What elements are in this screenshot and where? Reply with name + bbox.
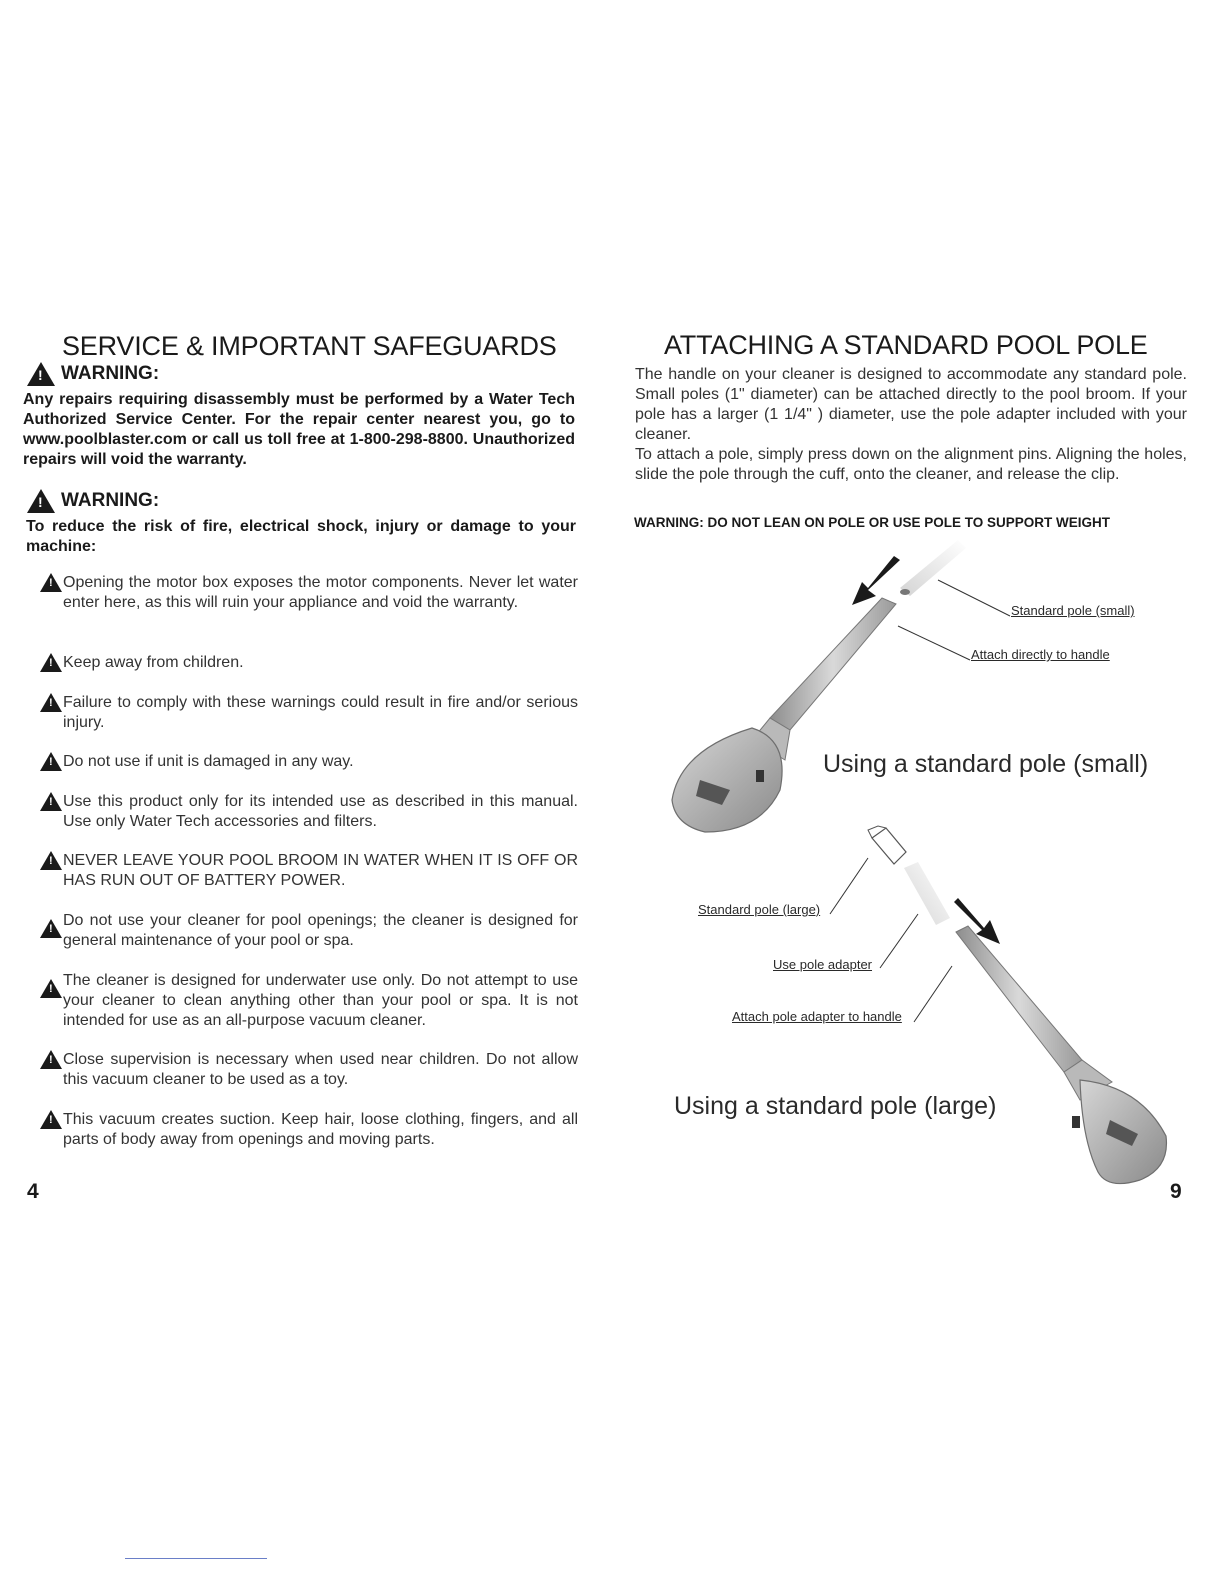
warning-triangle-icon	[40, 573, 62, 592]
safeguard-item-text: NEVER LEAVE YOUR POOL BROOM IN WATER WHEN IT IS OFF OR HAS RUN OUT OF BATTERY POWER.	[63, 852, 578, 889]
safeguard-item-text: Do not use your cleaner for pool openings; the cleaner is designed for general maintenance of your pool or spa.	[63, 912, 578, 949]
pole-warning: WARNING: DO NOT LEAN ON POLE OR USE POLE TO SUPPORT WEIGHT	[634, 515, 1111, 530]
safeguard-item	[40, 911, 578, 951]
safeguard-item-text: Keep away from children.	[63, 654, 244, 671]
warning-triangle-icon	[27, 362, 55, 386]
warning-triangle-icon	[40, 1050, 62, 1069]
warning-label: WARNING:	[61, 363, 160, 384]
warning-triangle-icon	[40, 693, 62, 712]
safeguard-item-text: This vacuum creates suction. Keep hair, loose clothing, fingers, and all parts of body away from openings and moving parts.	[63, 1111, 578, 1148]
safeguard-item	[40, 752, 578, 772]
callout-attach-adapter: Attach pole adapter to handle	[732, 1009, 902, 1024]
warning-triangle-icon	[40, 979, 62, 998]
attach-instructions: To attach a pole, simply press down on the alignment pins. Aligning the holes, slide the pole through the cuff, onto the cleaner, and release the clip.	[635, 446, 1187, 483]
footer-divider	[125, 1558, 267, 1559]
caption-small-pole: Using a standard pole (small)	[823, 750, 1149, 778]
safeguard-item	[40, 653, 578, 673]
warning-label: WARNING:	[61, 490, 160, 511]
safeguard-item	[40, 573, 578, 613]
right-page-title: ATTACHING A STANDARD POOL POLE	[664, 330, 1148, 360]
warning-triangle-icon	[27, 489, 55, 513]
warning-triangle-icon	[40, 792, 62, 811]
safeguard-item	[40, 971, 578, 1031]
safeguard-item	[40, 1050, 578, 1090]
safeguard-item	[40, 693, 578, 733]
safeguard-item	[40, 851, 578, 891]
cleaner-small-pole-figure	[672, 540, 1010, 832]
callout-attach-directly: Attach directly to handle	[971, 647, 1110, 662]
safeguard-item	[40, 792, 578, 832]
warning-1-text: Any repairs requiring disassembly must be performed by a Water Tech Authorized Service Center. For the repair center nearest you, go to www.poolblaster.com or call us toll free at 1-800-298-8800. Unauthorized repairs will void the warranty.	[23, 391, 575, 468]
intro-paragraph: The handle on your cleaner is designed to accommodate any standard pole. Small poles (1" diameter) can be attached directly to the pool broom. If your pole has a larger (1 1/4" ) diameter, use the pole adapter included with your cleaner.	[635, 366, 1187, 443]
callout-standard-pole-large: Standard pole (large)	[698, 902, 821, 917]
left-page-title: SERVICE & IMPORTANT SAFEGUARDS	[62, 331, 557, 361]
page-number-right: 9	[1170, 1180, 1182, 1203]
warning-triangle-icon	[40, 752, 62, 771]
warning-triangle-icon	[40, 653, 62, 672]
safeguard-item-text: Opening the motor box exposes the motor components. Never let water enter here, as this will ruin your appliance and void the warranty.	[63, 574, 578, 611]
cleaner-large-pole-figure	[830, 826, 1166, 1184]
safeguard-item-text: Use this product only for its intended use as described in this manual. Use only Water Tech accessories and filters.	[63, 793, 578, 830]
callout-standard-pole-small: Standard pole (small)	[1011, 603, 1135, 618]
safeguard-item-text: Close supervision is necessary when used near children. Do not allow this vacuum cleaner to be used as a toy.	[63, 1051, 578, 1088]
page-number-left: 4	[27, 1180, 39, 1203]
warning-triangle-icon	[40, 1110, 62, 1129]
warning-2-text: To reduce the risk of fire, electrical shock, injury or damage to your machine:	[26, 518, 576, 555]
safeguard-item-text: The cleaner is designed for underwater use only. Do not attempt to use your cleaner to clean anything other than your pool or spa. It is not intended for use as an all-purpose vacuum cleaner.	[63, 972, 578, 1029]
warning-triangle-icon	[40, 919, 62, 938]
warning-triangle-icon	[40, 851, 62, 870]
safeguard-item	[40, 1110, 578, 1150]
callout-use-pole-adapter: Use pole adapter	[773, 957, 873, 972]
safeguard-item-text: Failure to comply with these warnings could result in fire and/or serious injury.	[63, 694, 578, 731]
warning-heading-2	[27, 489, 159, 513]
caption-large-pole: Using a standard pole (large)	[674, 1092, 997, 1120]
safeguard-item-text: Do not use if unit is damaged in any way.	[63, 753, 354, 770]
warning-heading-1	[27, 362, 159, 386]
